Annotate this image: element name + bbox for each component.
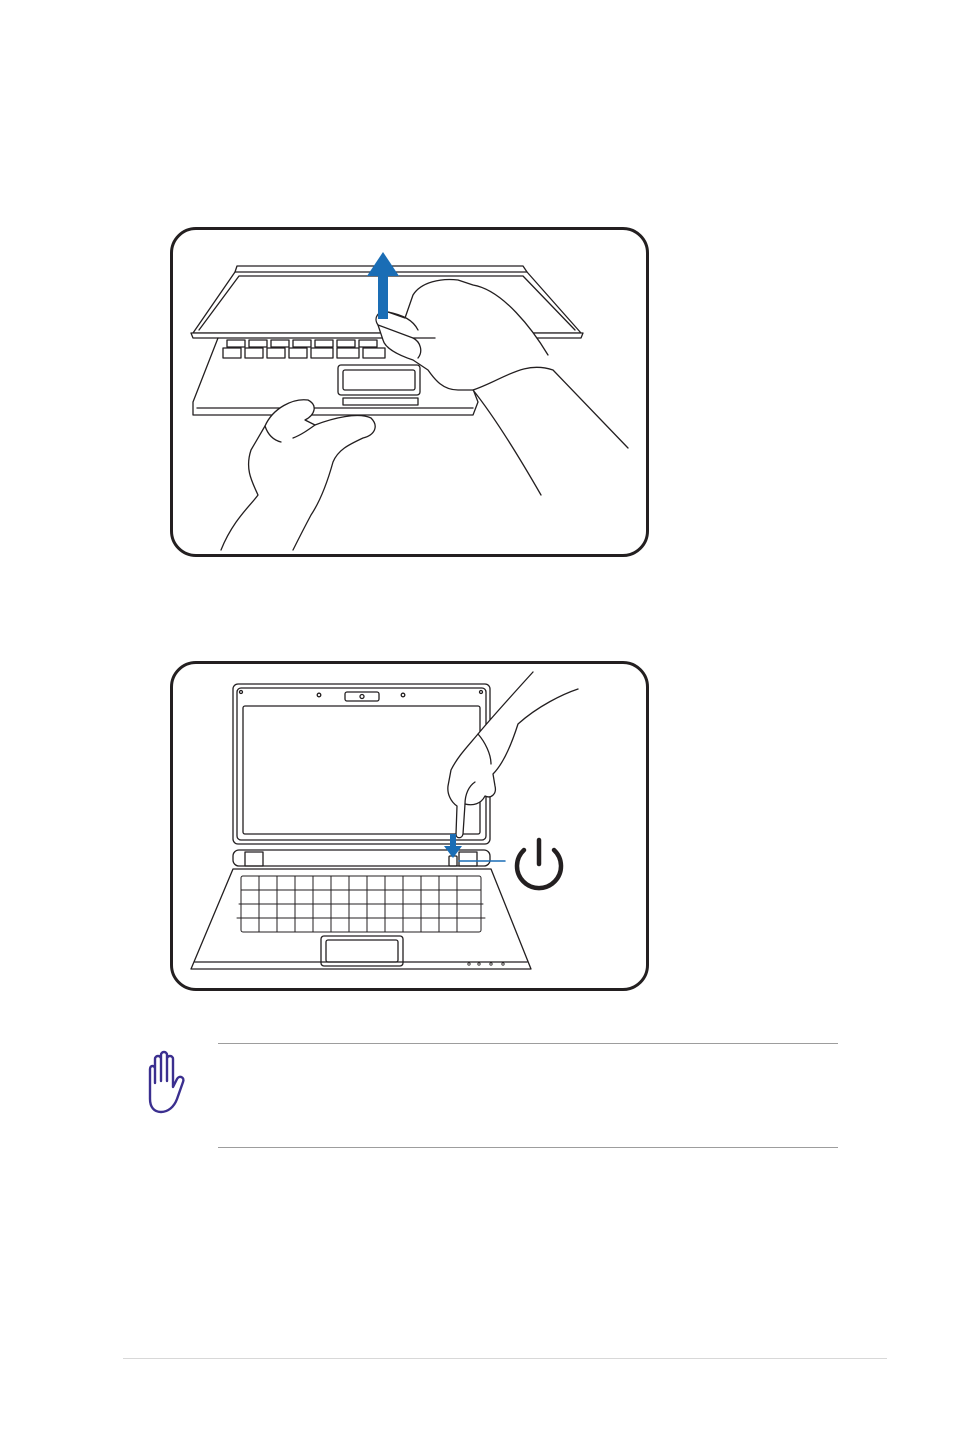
laptop-screen-lid xyxy=(233,684,490,844)
footer-rule xyxy=(123,1358,887,1359)
right-hand xyxy=(376,280,628,448)
open-lid-figure xyxy=(170,227,649,557)
open-lid-illustration xyxy=(173,230,646,554)
raised-hand-warning-icon xyxy=(136,1047,192,1119)
keyboard-row xyxy=(223,340,385,358)
press-power-illustration xyxy=(173,664,646,988)
warning-top-rule xyxy=(218,1043,838,1044)
press-power-figure xyxy=(170,661,649,991)
left-hand xyxy=(221,400,375,550)
power-icon xyxy=(517,840,561,888)
warning-bottom-rule xyxy=(218,1147,838,1148)
laptop-base xyxy=(191,869,531,969)
